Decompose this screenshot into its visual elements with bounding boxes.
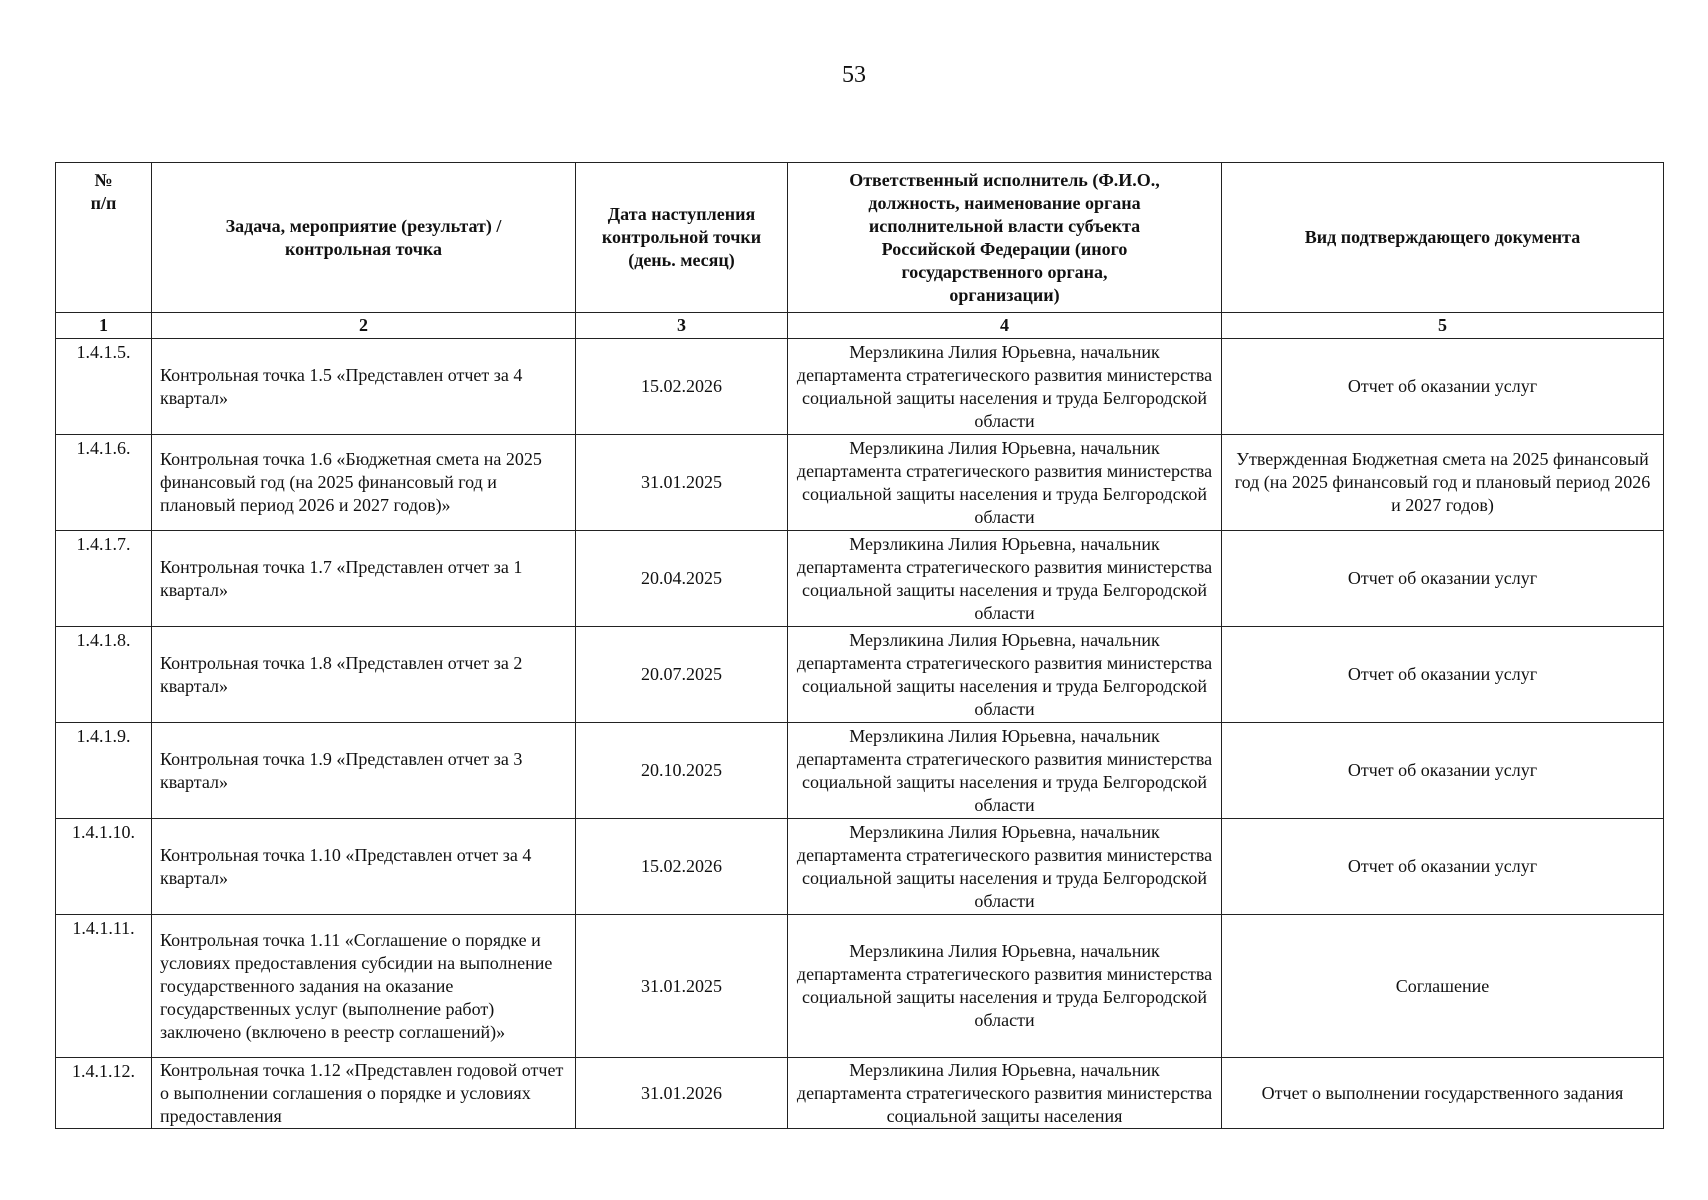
- row-task: Контрольная точка 1.12 «Представлен годовой отчет о выполнении соглашения о порядке и условиях предоставления: [152, 1058, 576, 1129]
- row-document: Отчет об оказании услуг: [1222, 531, 1664, 627]
- row-document: Отчет о выполнении государственного задания: [1222, 1058, 1664, 1129]
- column-number-row: [56, 313, 1664, 339]
- column-number: 5: [1222, 313, 1664, 339]
- control-points-table: [55, 162, 1664, 1129]
- column-number: 4: [788, 313, 1222, 339]
- row-responsible: Мерзликина Лилия Юрьевна, начальник департамента стратегического развития министерства социальной защиты населения и труда Белгородской области: [788, 339, 1222, 435]
- row-responsible: Мерзликина Лилия Юрьевна, начальник департамента стратегического развития министерства социальной защиты населения: [788, 1058, 1222, 1129]
- column-number: 1: [56, 313, 152, 339]
- row-task: Контрольная точка 1.11 «Соглашение о порядке и условиях предоставления субсидии на выполнение государственного задания на оказание государственных услуг (выполнение работ) заключено (включено в реестр соглашений)»: [152, 915, 576, 1058]
- row-date: 20.07.2025: [576, 627, 788, 723]
- table-row: [56, 1058, 1664, 1129]
- row-task: Контрольная точка 1.7 «Представлен отчет за 1 квартал»: [152, 531, 576, 627]
- row-number: 1.4.1.11.: [56, 915, 152, 1058]
- row-responsible: Мерзликина Лилия Юрьевна, начальник департамента стратегического развития министерства социальной защиты населения и труда Белгородской области: [788, 435, 1222, 531]
- table-header-row: [56, 163, 1664, 313]
- row-number: 1.4.1.8.: [56, 627, 152, 723]
- row-document: Отчет об оказании услуг: [1222, 339, 1664, 435]
- row-responsible: Мерзликина Лилия Юрьевна, начальник департамента стратегического развития министерства социальной защиты населения и труда Белгородской области: [788, 627, 1222, 723]
- column-number: 3: [576, 313, 788, 339]
- row-responsible: Мерзликина Лилия Юрьевна, начальник департамента стратегического развития министерства социальной защиты населения и труда Белгородской области: [788, 531, 1222, 627]
- row-number: 1.4.1.6.: [56, 435, 152, 531]
- table-row: [56, 339, 1664, 435]
- row-date: 20.10.2025: [576, 723, 788, 819]
- row-responsible: Мерзликина Лилия Юрьевна, начальник департамента стратегического развития министерства социальной защиты населения и труда Белгородской области: [788, 819, 1222, 915]
- header-number: № п/п: [56, 163, 152, 313]
- row-number: 1.4.1.9.: [56, 723, 152, 819]
- row-responsible: Мерзликина Лилия Юрьевна, начальник департамента стратегического развития министерства социальной защиты населения и труда Белгородской области: [788, 915, 1222, 1058]
- row-task: Контрольная точка 1.8 «Представлен отчет за 2 квартал»: [152, 627, 576, 723]
- row-task: Контрольная точка 1.10 «Представлен отчет за 4 квартал»: [152, 819, 576, 915]
- table-row: [56, 723, 1664, 819]
- column-number: 2: [152, 313, 576, 339]
- row-task: Контрольная точка 1.6 «Бюджетная смета на 2025 финансовый год (на 2025 финансовый год и плановый период 2026 и 2027 годов)»: [152, 435, 576, 531]
- row-date: 15.02.2026: [576, 819, 788, 915]
- table-row: [56, 915, 1664, 1058]
- row-responsible: Мерзликина Лилия Юрьевна, начальник департамента стратегического развития министерства социальной защиты населения и труда Белгородской области: [788, 723, 1222, 819]
- row-date: 31.01.2025: [576, 435, 788, 531]
- row-date: 15.02.2026: [576, 339, 788, 435]
- row-document: Отчет об оказании услуг: [1222, 723, 1664, 819]
- row-date: 20.04.2025: [576, 531, 788, 627]
- row-document: Соглашение: [1222, 915, 1664, 1058]
- row-number: 1.4.1.5.: [56, 339, 152, 435]
- table-row: [56, 627, 1664, 723]
- row-task: Контрольная точка 1.5 «Представлен отчет за 4 квартал»: [152, 339, 576, 435]
- table-row: [56, 819, 1664, 915]
- header-date: Дата наступления контрольной точки (день. месяц): [576, 163, 788, 313]
- page-number: 53: [842, 62, 866, 88]
- row-document: Отчет об оказании услуг: [1222, 627, 1664, 723]
- table-row: [56, 531, 1664, 627]
- header-document: Вид подтверждающего документа: [1222, 163, 1664, 313]
- row-date: 31.01.2026: [576, 1058, 788, 1129]
- row-number: 1.4.1.10.: [56, 819, 152, 915]
- row-date: 31.01.2025: [576, 915, 788, 1058]
- row-document: Утвержденная Бюджетная смета на 2025 финансовый год (на 2025 финансовый год и плановый период 2026 и 2027 годов): [1222, 435, 1664, 531]
- header-responsible: Ответственный исполнитель (Ф.И.О., должность, наименование органа исполнительной власти субъекта Российской Федерации (иного государственного органа, организации): [788, 163, 1222, 313]
- row-number: 1.4.1.12.: [56, 1058, 152, 1129]
- row-number: 1.4.1.7.: [56, 531, 152, 627]
- header-task: Задача, мероприятие (результат) / контрольная точка: [152, 163, 576, 313]
- table-row: [56, 435, 1664, 531]
- row-task: Контрольная точка 1.9 «Представлен отчет за 3 квартал»: [152, 723, 576, 819]
- row-document: Отчет об оказании услуг: [1222, 819, 1664, 915]
